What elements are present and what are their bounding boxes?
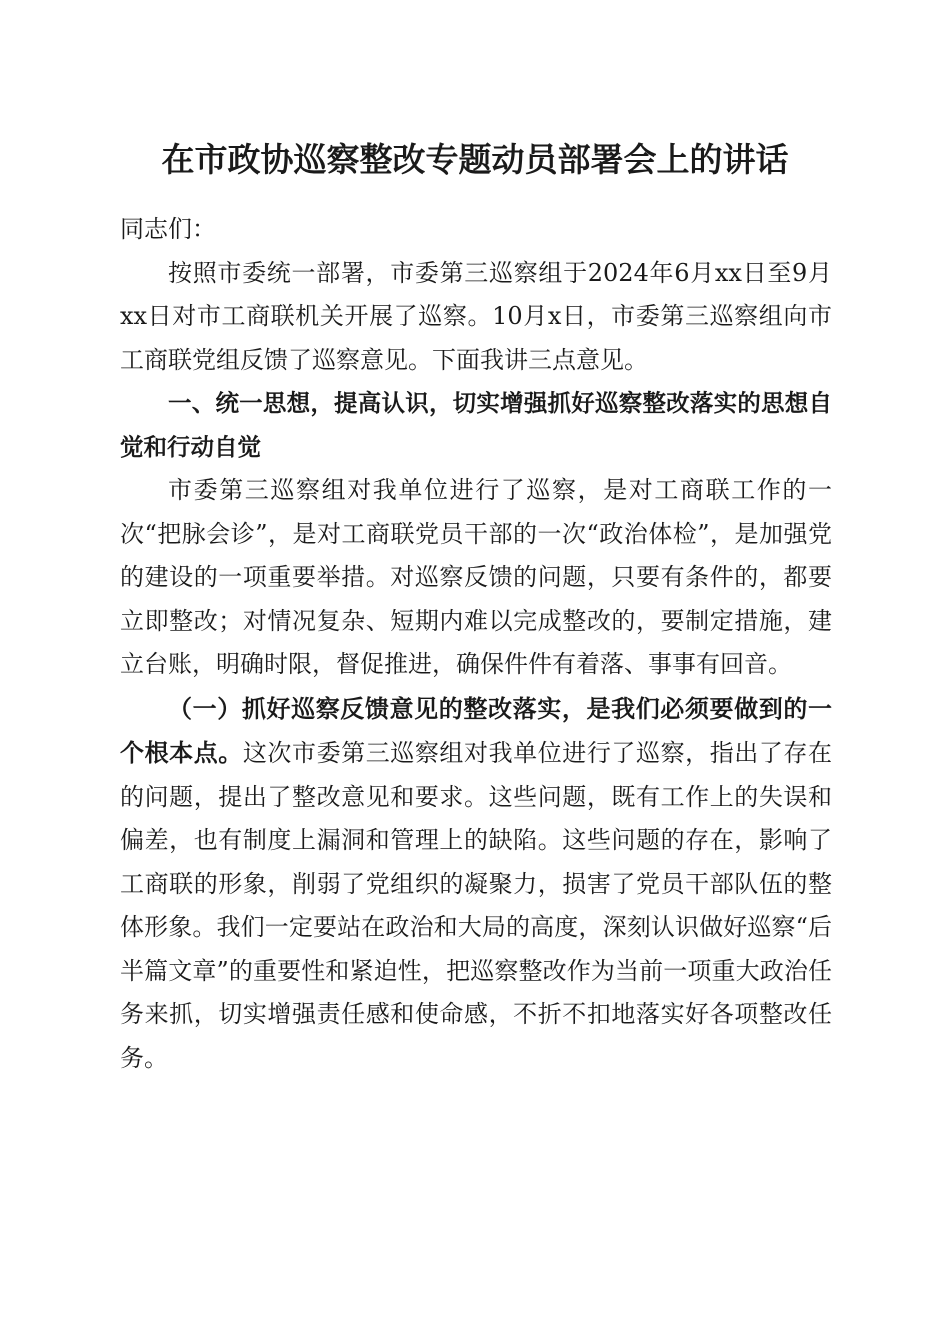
- subsection-1-paragraph: [120, 687, 832, 1081]
- document-body: [120, 208, 832, 1080]
- subsection-1-body: 这次市委第三巡察组对我单位进行了巡察，指出了存在的问题，提出了整改意见和要求。这些问题，既有工作上的失误和偏差，也有制度上漏洞和管理上的缺陷。这些问题的存在，影响了工商联的形象，削弱了党组织的凝聚力，损害了党员干部队伍的整体形象。我们一定要站在政治和大局的高度，深刻认识做好巡察“后半篇文章”的重要性和紧迫性，把巡察整改作为当前一项重大政治任务来抓，切实增强责任感和使命感，不折不扣地落实好各项整改任务。: [120, 739, 833, 1072]
- salutation: 同志们：: [120, 215, 216, 243]
- subsection-1-lead: （一）抓好巡察反馈意见的整改落实，是我们必须要做到的一个根本点。: [120, 693, 832, 767]
- section-1-paragraph: 市委第三巡察组对我单位进行了巡察，是对工商联工作的一次“把脉会诊”，是对工商联党员干部的一次“政治体检”，是加强党的建设的一项重要举措。对巡察反馈的问题，只要有条件的，都要立即整改；对情况复杂、短期内难以完成整改的，要制定措施，建立台账，明确时限，督促推进，确保件件有着落、事事有回音。: [120, 476, 832, 678]
- document-title: 在市政协巡察整改专题动员部署会上的讲话: [161, 140, 789, 179]
- section-1-heading: 一、统一思想，提高认识，切实增强抓好巡察整改落实的思想自觉和行动自觉: [120, 389, 832, 461]
- intro-paragraph: 按照市委统一部署，市委第三巡察组于2024年6月xx日至9月xx日对市工商联机关开展了巡察。10月x日，市委第三巡察组向市工商联党组反馈了巡察意见。下面我讲三点意见。: [120, 258, 832, 374]
